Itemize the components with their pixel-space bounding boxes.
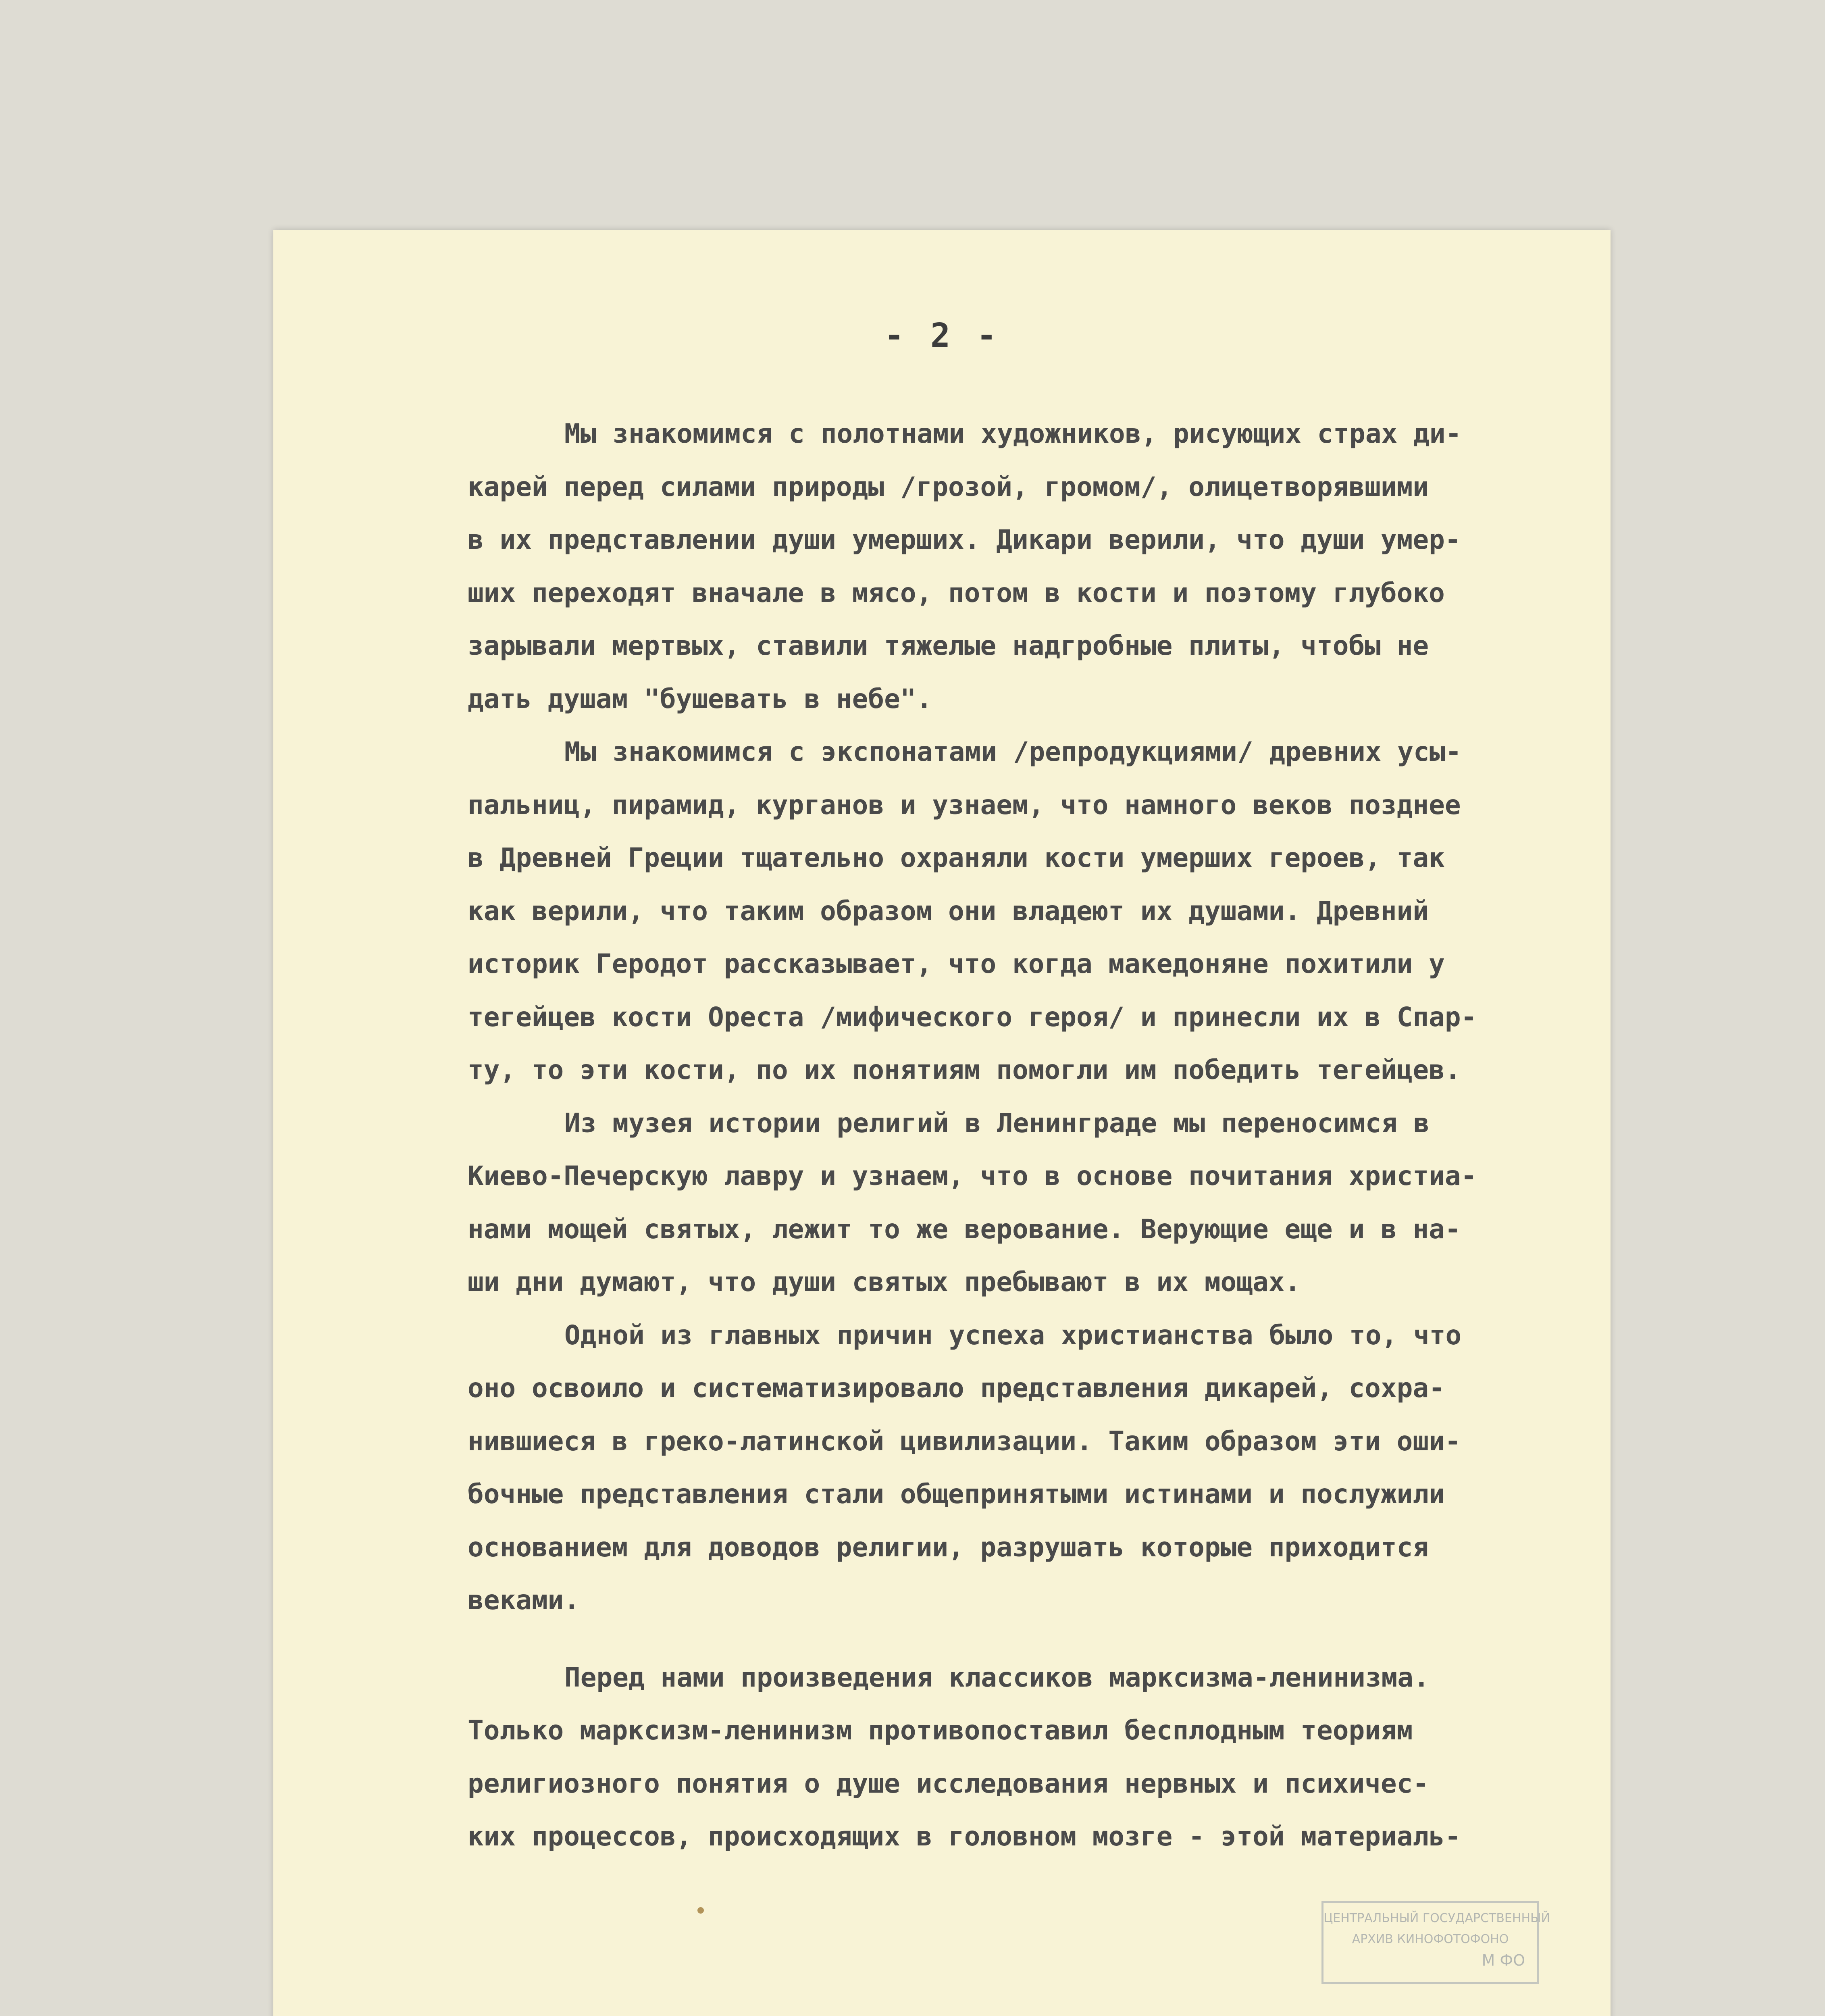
- text-line: ши дни думают, что души святых пребывают в их мощах.: [468, 1266, 1301, 1297]
- stamp-line: ЦЕНТРАЛЬНЫЙ ГОСУДАРСТВЕННЫЙ: [1323, 1911, 1550, 1925]
- text-line: в Древней Греции тщательно охраняли кости умерших героев, так: [468, 842, 1445, 873]
- text-line: религиозного понятия о душе исследования нервных и психичес-: [468, 1768, 1429, 1799]
- typed-body-text: [468, 407, 1520, 1863]
- text-line: основанием для доводов религии, разрушать которые приходится: [468, 1531, 1429, 1563]
- text-line: веками.: [468, 1585, 580, 1616]
- text-line: бочные представления стали общепринятыми истинами и послужили: [468, 1479, 1445, 1510]
- text-line: Только марксизм-ленинизм противопоставил бесплодным теориям: [468, 1715, 1413, 1746]
- text-line: карей перед силами природы /грозой, громом/, олицетворявшими: [468, 471, 1429, 502]
- page-number: - 2 -: [884, 317, 1000, 355]
- text-line: нившиеся в греко-латинской цивилизации. Таким образом эти оши-: [468, 1425, 1461, 1457]
- text-line: ких процессов, происходящих в головном мозге - этой материаль-: [468, 1821, 1461, 1852]
- archive-stamp: [1321, 1901, 1550, 1984]
- text-line: как верили, что таким образом они владеют их душами. Древний: [468, 895, 1429, 927]
- text-line: оно освоило и систематизировало представления дикарей, сохра-: [468, 1372, 1445, 1404]
- stamp-line: М ФО: [1482, 1951, 1525, 1969]
- text-line: зарывали мертвых, ставили тяжелые надгробные плиты, чтобы не: [468, 630, 1429, 661]
- text-line: Из музея истории религий в Ленинграде мы переносимся в: [564, 1107, 1430, 1139]
- text-line: Перед нами произведения классиков марксизма-ленинизма.: [564, 1662, 1430, 1693]
- text-line: дать душам "бушевать в небе".: [468, 683, 932, 714]
- text-line: тегейцев кости Ореста /мифического героя/ и принесли их в Спар-: [468, 1001, 1477, 1033]
- text-line: пальниц, пирамид, курганов и узнаем, что намного веков позднее: [468, 789, 1461, 821]
- stamp-line: АРХИВ КИНОФОТОФОНО: [1352, 1932, 1509, 1946]
- text-line: ших переходят вначале в мясо, потом в кости и поэтому глубоко: [468, 577, 1445, 608]
- text-line: историк Геродот рассказывает, что когда македоняне похитили у: [468, 948, 1445, 979]
- text-line: Киево-Печерскую лавру и узнаем, что в основе почитания христиа-: [468, 1160, 1477, 1191]
- text-line: Мы знакомимся с экспонатами /репродукциями/ древних усы-: [564, 736, 1462, 767]
- text-line: ту, то эти кости, по их понятиям помогли им победить тегейцев.: [468, 1054, 1461, 1085]
- text-line: Мы знакомимся с полотнами художников, рисующих страх ди-: [564, 418, 1462, 449]
- text-line: нами мощей святых, лежит то же верование. Верующие еще и в на-: [468, 1213, 1461, 1245]
- text-line: Одной из главных причин успеха христианства было то, что: [564, 1319, 1462, 1351]
- ink-spot: [697, 1907, 704, 1914]
- document-page: [273, 230, 1611, 2016]
- text-line: в их представлении души умерших. Дикари верили, что души умер-: [468, 524, 1461, 555]
